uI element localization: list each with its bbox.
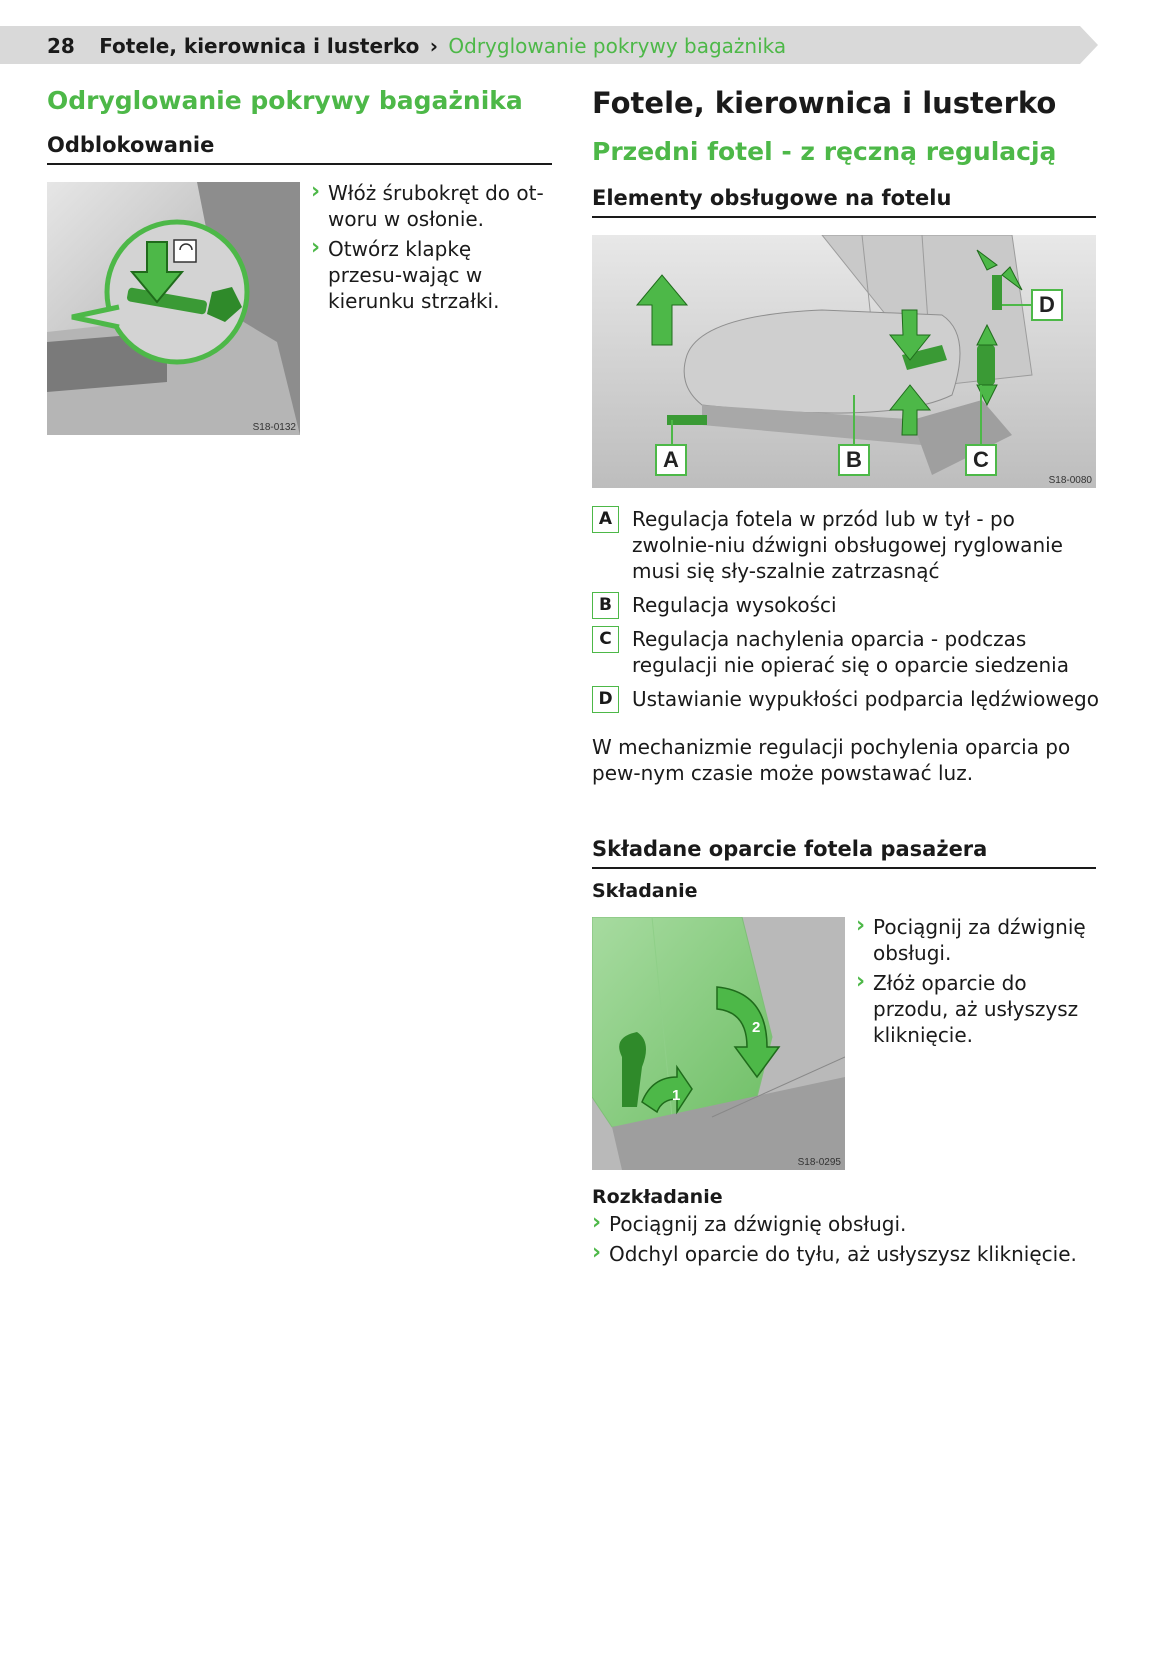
unfold-steps bbox=[592, 1211, 1102, 1271]
unfold-label: Rozkładanie bbox=[592, 1186, 723, 1208]
label-d bbox=[1032, 290, 1062, 320]
list-item: › Złóż oparcie do przodu, aż usłyszysz kliknięcie. bbox=[856, 970, 1102, 1048]
list-item: › Odchyl oparcie do tyłu, aż usłyszysz kliknięcie. bbox=[592, 1241, 1102, 1267]
fold-label: Składanie bbox=[592, 880, 698, 902]
trunk-unlock-figure bbox=[47, 182, 300, 435]
legend-text: Regulacja wysokości bbox=[632, 593, 837, 617]
list-item: › Pociągnij za dźwignię obsługi. bbox=[856, 914, 1102, 966]
svg-text:B: B bbox=[846, 447, 862, 472]
legend-key: B bbox=[592, 592, 619, 619]
legend-item-b bbox=[592, 592, 1102, 618]
legend-key: D bbox=[592, 686, 619, 713]
legend-item-d bbox=[592, 686, 1102, 712]
figure-code: S18-0080 bbox=[1048, 475, 1092, 486]
controls-legend bbox=[592, 506, 1102, 720]
legend-text: Regulacja fotela w przód lub w tył - po zwolnie-niu dźwigni obsługowej ryglowanie musi się sły-szalnie zatrzasnąć bbox=[632, 507, 1063, 583]
page-number: 28 bbox=[47, 34, 75, 58]
header-chapter: Fotele, kierownica i lusterko bbox=[99, 34, 420, 58]
backrest-fold-illustration bbox=[592, 917, 845, 1170]
section-title: Przedni fotel - z ręczną regulacją bbox=[592, 137, 1057, 166]
header-section: Odryglowanie pokrywy bagażnika bbox=[448, 34, 787, 58]
backrest-note: W mechanizmie regulacji pochylenia oparcia po pew-nym czasie może powstawać luz. bbox=[592, 735, 1071, 785]
label-c bbox=[966, 445, 996, 475]
legend-text: Regulacja nachylenia oparcia - podczas regulacji nie opierać się o oparcie siedzenia bbox=[632, 627, 1069, 677]
step-number-1: 1 bbox=[672, 1087, 681, 1104]
svg-text:D: D bbox=[1039, 292, 1055, 317]
label-a bbox=[656, 445, 686, 475]
left-subtitle: Odblokowanie bbox=[47, 133, 552, 165]
legend-key: C bbox=[592, 626, 619, 653]
seat-controls-figure bbox=[592, 235, 1096, 488]
list-item: › Włóż śrubokręt do ot-woru w osłonie. bbox=[311, 180, 551, 232]
chapter-title: Fotele, kierownica i lusterko bbox=[592, 86, 1057, 120]
trunk-unlock-illustration bbox=[47, 182, 300, 435]
label-b bbox=[839, 445, 869, 475]
page-header bbox=[0, 26, 1098, 64]
list-item: › Otwórz klapkę przesu-wając w kierunku strzałki. bbox=[311, 236, 551, 314]
backrest-fold-figure bbox=[592, 917, 845, 1170]
header-separator: › bbox=[429, 34, 439, 58]
legend-item-c bbox=[592, 626, 1102, 678]
left-section-title: Odryglowanie pokrywy bagażnika bbox=[47, 86, 523, 115]
step-number-2: 2 bbox=[752, 1019, 761, 1036]
controls-subtitle: Elementy obsługowe na fotelu bbox=[592, 186, 1096, 218]
folding-subtitle: Składane oparcie fotela pasażera bbox=[592, 837, 1096, 869]
legend-item-a bbox=[592, 506, 1102, 584]
figure-code: S18-0132 bbox=[252, 422, 296, 433]
figure-code: S18-0295 bbox=[797, 1157, 841, 1168]
seat-controls-illustration bbox=[592, 235, 1096, 488]
unlock-steps bbox=[311, 180, 551, 318]
svg-text:C: C bbox=[973, 447, 989, 472]
legend-key: A bbox=[592, 506, 619, 533]
svg-text:A: A bbox=[663, 447, 679, 472]
legend-text: Ustawianie wypukłości podparcia lędźwiowego bbox=[632, 687, 1099, 711]
fold-steps bbox=[856, 914, 1102, 1052]
list-item: › Pociągnij za dźwignię obsługi. bbox=[592, 1211, 1102, 1237]
